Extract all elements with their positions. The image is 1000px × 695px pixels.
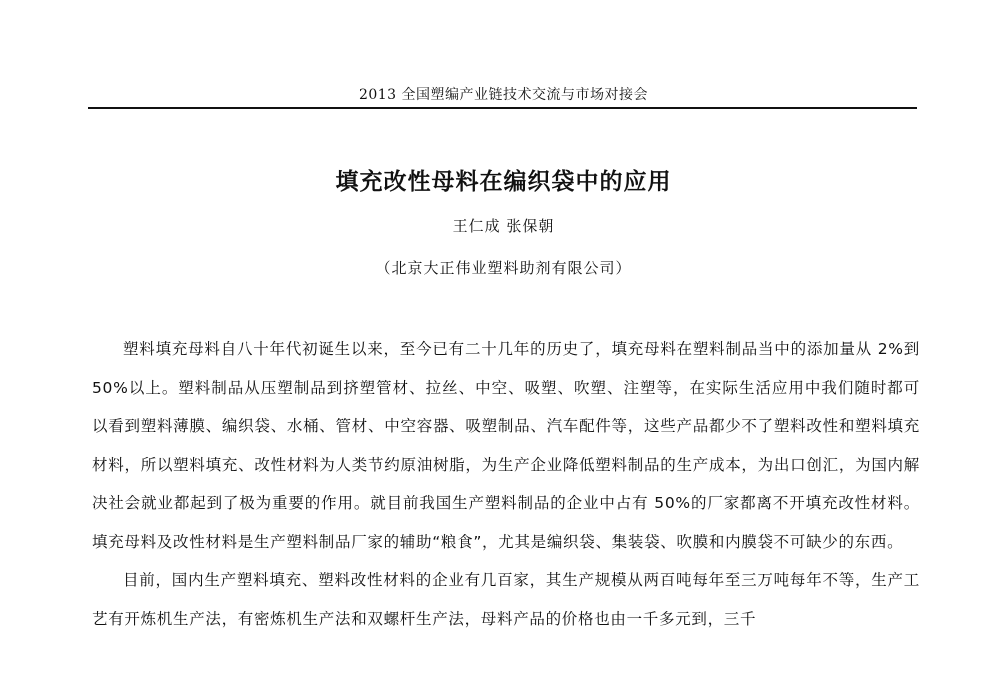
- article-affiliation: （北京大正伟业塑料助剂有限公司）: [375, 259, 632, 277]
- header-rule: [88, 107, 917, 109]
- running-header: 2013 全国塑编产业链技术交流与市场对接会: [358, 87, 649, 103]
- body-text: [92, 330, 920, 638]
- article-authors: 王仁成 张保朝: [452, 217, 555, 235]
- body-paragraph-2: 目前，国内生产塑料填充、塑料改性材料的企业有几百家，其生产规模从两百吨每年至三万吨每年不等，生产工艺有开炼机生产法，有密炼机生产法和双螺杆生产法，母料产品的价格也由一千多元到，三千: [92, 571, 920, 628]
- body-paragraph-1: 塑料填充母料自八十年代初诞生以来，至今已有二十几年的历史了，填充母料在塑料制品当中的添加量从 2%到 50%以上。塑料制品从压塑制品到挤塑管材、拉丝、中空、吸塑、吹塑、注塑等，在实际生活应用中我们随时都可以看到塑料薄膜、编织袋、水桶、管材、中空容器、吸塑制品、汽车配件等，这些产品都少不了塑料改性和塑料填充材料，所以塑料填充、改性材料为人类节约原油树脂，为生产企业降低塑料制品的生产成本，为出口创汇，为国内解决社会就业都起到了极为重要的作用。就目前我国生产塑料制品的企业中占有 50%的厂家都离不开填充改性材料。填充母料及改性材料是生产塑料制品厂家的辅助“粮食”，尤其是编织袋、集装袋、吹膜和内膜袋不可缺少的东西。: [92, 340, 920, 551]
- article-title: 填充改性母料在编织袋中的应用: [335, 169, 672, 195]
